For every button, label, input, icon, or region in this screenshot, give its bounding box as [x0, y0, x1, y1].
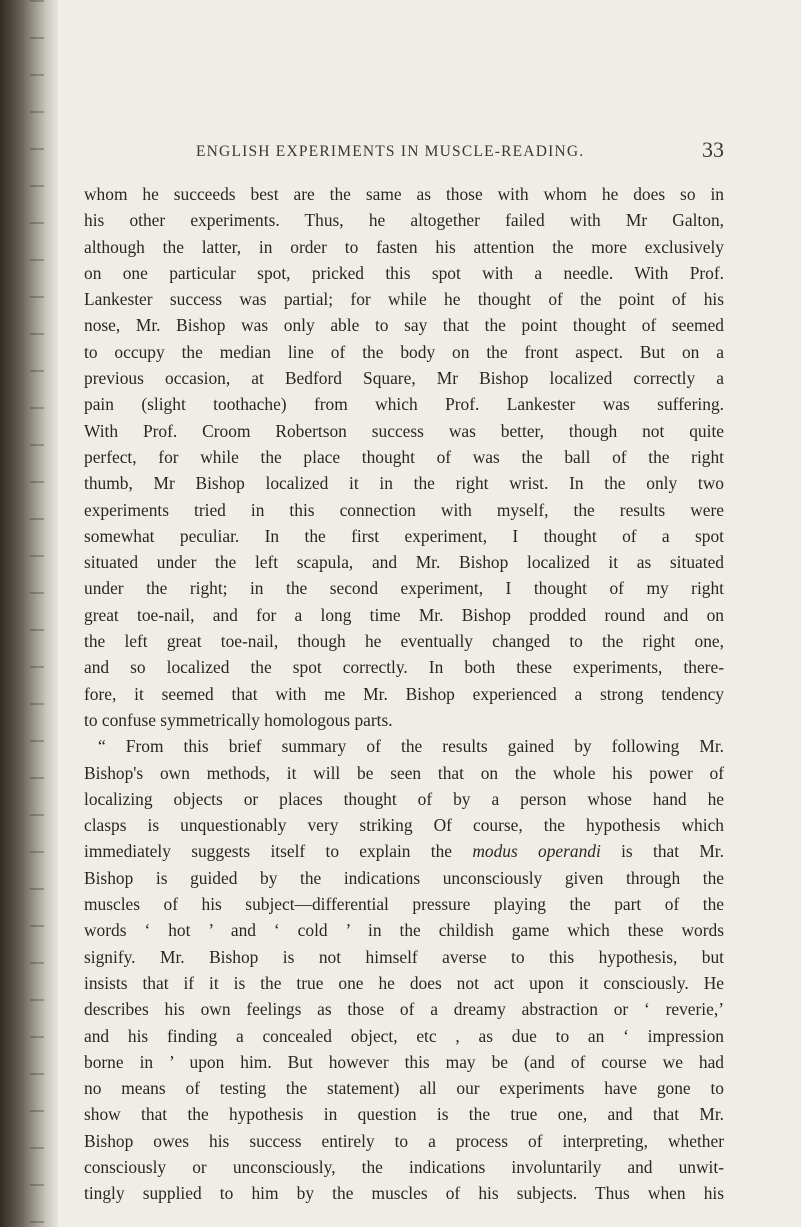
- italic-phrase: modus operandi: [472, 841, 601, 862]
- text-line: perfect, for while the place thought of was the ball of the right: [84, 446, 724, 467]
- text-line: although the latter, in order to fasten his attention the more exclusively: [84, 236, 724, 257]
- text-line: no means of testing the statement) all our experiments have gone to: [84, 1078, 724, 1099]
- text-line: Bishop owes his success entirely to a process of interpreting, whether: [84, 1130, 724, 1151]
- text-line: to confuse symmetrically homologous parts.: [84, 709, 393, 730]
- text-line: words ‘ hot ’ and ‘ cold ’ in the childish game which these words: [84, 920, 724, 941]
- text-line: his other experiments. Thus, he altogether failed with Mr Galton,: [84, 210, 724, 231]
- text-line: under the right; in the second experiment, I thought of my right: [84, 578, 724, 599]
- text-line: fore, it seemed that with me Mr. Bishop experienced a strong tendency: [84, 683, 724, 704]
- text-line: describes his own feelings as those of a dreamy abstraction or ‘ reverie,’: [84, 999, 724, 1020]
- text-line: on one particular spot, pricked this spot with a needle. With Prof.: [84, 262, 724, 283]
- text-line: Bishop's own methods, it will be seen that on the whole his power of: [84, 762, 724, 783]
- text-line: great toe-nail, and for a long time Mr. Bishop prodded round and on: [84, 604, 724, 625]
- text-line: immediately suggests itself to explain the modus operandi is that Mr.: [84, 841, 724, 862]
- text-line: muscles of his subject—differential pressure playing the part of the: [84, 894, 724, 915]
- text-line: nose, Mr. Bishop was only able to say that the point thought of seemed: [84, 315, 724, 336]
- text-line: pain (slight toothache) from which Prof. Lankester was suffering.: [84, 394, 724, 415]
- running-title: ENGLISH EXPERIMENTS IN MUSCLE-READING.: [196, 143, 585, 160]
- text-line: borne in ’ upon him. But however this may be (and of course we had: [84, 1051, 724, 1072]
- book-page: [76, 0, 801, 1227]
- text-line: Bishop is guided by the indications unconsciously given through the: [84, 867, 724, 888]
- text-line: signify. Mr. Bishop is not himself averse to this hypothesis, but: [84, 946, 724, 967]
- text-line: clasps is unquestionably very striking Of course, the hypothesis which: [84, 815, 724, 836]
- text-line: thumb, Mr Bishop localized it in the right wrist. In the only two: [84, 473, 724, 494]
- body-text: [84, 181, 724, 1207]
- text-line: to occupy the median line of the body on the front aspect. But on a: [84, 341, 724, 362]
- text-line: consciously or unconsciously, the indications involuntarily and unwit-: [84, 1156, 724, 1177]
- text-line: previous occasion, at Bedford Square, Mr Bishop localized correctly a: [84, 368, 724, 389]
- text-line: the left great toe-nail, though he eventually changed to the right one,: [84, 631, 724, 652]
- text-line: experiments tried in this connection with myself, the results were: [84, 499, 724, 520]
- text-line: Lankester success was partial; for while he thought of the point of his: [84, 289, 724, 310]
- text-line: localizing objects or places thought of by a person whose hand he: [84, 788, 724, 809]
- page-number: 33: [702, 137, 724, 162]
- text-line: situated under the left scapula, and Mr. Bishop localized it as situated: [84, 552, 724, 573]
- text-line: With Prof. Croom Robertson success was better, though not quite: [84, 420, 724, 441]
- running-head: [196, 137, 724, 167]
- text-line: whom he succeeds best are the same as those with whom he does so in: [84, 184, 724, 204]
- text-line: tingly supplied to him by the muscles of his subjects. Thus when his: [84, 1183, 724, 1204]
- text-line: somewhat peculiar. In the first experiment, I thought of a spot: [84, 525, 724, 546]
- text-line: and his finding a concealed object, etc , as due to an ‘ impression: [84, 1025, 724, 1046]
- text-line: “ From this brief summary of the results gained by following Mr.: [98, 736, 724, 757]
- text-line: and so localized the spot correctly. In both these experiments, there-: [84, 657, 724, 678]
- book-binding-edge: [0, 0, 58, 1227]
- binding-texture: [30, 0, 44, 1227]
- text-line: show that the hypothesis in question is the true one, and that Mr.: [84, 1104, 724, 1125]
- text-line: insists that if it is the true one he does not act upon it consciously. He: [84, 972, 724, 993]
